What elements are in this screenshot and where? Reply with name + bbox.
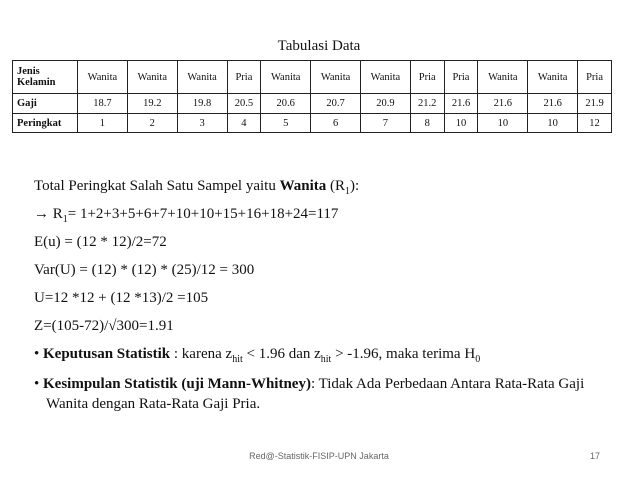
- gaji-cell: 20.6: [261, 94, 311, 114]
- gender-cell: Wanita: [361, 61, 411, 94]
- u-statistic-line: U=12 *12 + (12 *13)/2 =105: [34, 290, 209, 306]
- conclusion-bullet: • Kesimpulan Statistik (uji Mann-Whitney): Tidak Ada Perbedaan Antara Rata-Rata Gaji Wanita dengan Rata-Rata Gaji Pria.: [34, 376, 585, 412]
- decision-bullet: • Keputusan Statistik : karena $z_{hit} < 1.96$ dan $z_{hit} > -1.96$, maka terima $H_0$: [34, 346, 481, 365]
- gender-cell: Wanita: [177, 61, 227, 94]
- gaji-cell: 20.9: [361, 94, 411, 114]
- gender-row: [13, 61, 612, 94]
- rank-cell: 4: [227, 114, 261, 133]
- gaji-cell: 20.7: [311, 94, 361, 114]
- z-statistic-line: Z=(105-72)/√300=1.91: [34, 318, 174, 334]
- rank-cell: 10: [528, 114, 578, 133]
- gaji-cell: 20.5: [227, 94, 261, 114]
- rank-cell: 1: [78, 114, 128, 133]
- gaji-cell: 19.8: [177, 94, 227, 114]
- wanita-emphasis: Wanita: [279, 178, 327, 194]
- gaji-cell: 21.2: [410, 94, 444, 114]
- slide-title: Tabulasi Data: [277, 38, 361, 54]
- gaji-row-header: Gaji: [13, 94, 78, 114]
- arrow-icon: →: [34, 206, 49, 222]
- page-number: 17: [589, 451, 600, 461]
- gaji-cell: 18.7: [78, 94, 128, 114]
- gender-cell: Pria: [410, 61, 444, 94]
- rank-cell: 6: [311, 114, 361, 133]
- rank-cell: 3: [177, 114, 227, 133]
- total-rank-line: Total Peringkat Salah Satu Sampel yaitu Wanita $(R_1)$:: [34, 178, 360, 197]
- gender-cell: Wanita: [311, 61, 361, 94]
- gender-cell: Wanita: [127, 61, 177, 94]
- expected-u-line: E(u) = (12 * 12)/2=72: [34, 234, 167, 250]
- gender-cell: Pria: [578, 61, 612, 94]
- rank-cell: 5: [261, 114, 311, 133]
- gender-cell: Wanita: [478, 61, 528, 94]
- gender-cell: Wanita: [261, 61, 311, 94]
- rank-row-header: Peringkat: [13, 114, 78, 133]
- rank-cell: 7: [361, 114, 411, 133]
- slide-footer: Red@-Statistik-FISIP-UPN Jakarta: [249, 451, 389, 461]
- gaji-cell: 19.2: [127, 94, 177, 114]
- gender-cell: Wanita: [78, 61, 128, 94]
- rank-cell: 10: [444, 114, 478, 133]
- r1-sum-line: → $R_1= 1+2+3+5+6+7+10+10+15+16+18+24=117$: [34, 206, 339, 225]
- data-table: [12, 60, 612, 133]
- rank-cell: 12: [578, 114, 612, 133]
- gaji-row: [13, 94, 612, 114]
- rank-cell: 10: [478, 114, 528, 133]
- gender-cell: Pria: [444, 61, 478, 94]
- rank-cell: 8: [410, 114, 444, 133]
- bullet-icon: •: [34, 346, 40, 362]
- rank-cell: 2: [127, 114, 177, 133]
- gender-cell: Pria: [227, 61, 261, 94]
- gaji-cell: 21.9: [578, 94, 612, 114]
- gaji-cell: 21.6: [528, 94, 578, 114]
- rank-row: [13, 114, 612, 133]
- variance-u-line: Var(U) = (12) * (12) * (25)/12 = 300: [34, 262, 255, 278]
- slide-body: [34, 172, 614, 414]
- gender-cell: Wanita: [528, 61, 578, 94]
- gaji-cell: 21.6: [444, 94, 478, 114]
- gaji-cell: 21.6: [478, 94, 528, 114]
- bullet-icon: •: [34, 376, 40, 392]
- gender-row-header: Jenis Kelamin: [13, 61, 78, 94]
